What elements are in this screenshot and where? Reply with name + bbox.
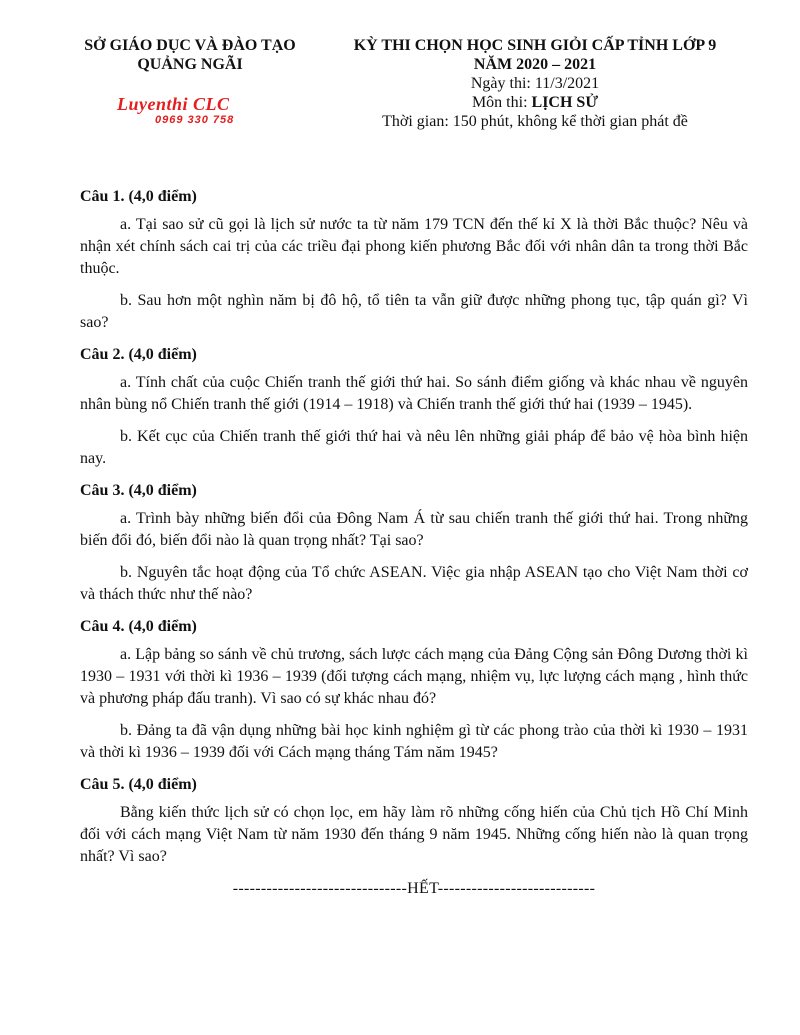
stamp-phone: 0969 330 758: [155, 114, 235, 126]
question-part: a. Trình bày những biến đổi của Đông Nam Á từ sau chiến tranh thế giới thứ hai. Trong những biến đổi đó, biến đổi nào là quan trọng nhất? Tại sao?: [80, 510, 748, 549]
question-part: a. Tính chất của cuộc Chiến tranh thế giới thứ hai. So sánh điểm giống và khác nhau về nguyên nhân bùng nổ Chiến tranh thế giới (1914 – 1918) và Chiến tranh thế giới thứ hai (1939 – 1945).: [80, 374, 748, 413]
question-part: b. Nguyên tắc hoạt động của Tổ chức ASEAN. Việc gia nhập ASEAN tạo cho Việt Nam thời cơ và thách thức như thế nào?: [80, 564, 748, 603]
questions-list: [80, 186, 748, 900]
issuing-authority: [60, 36, 320, 74]
province-name: QUẢNG NGÃI: [137, 56, 243, 73]
exam-year: NĂM 2020 – 2021: [473, 56, 597, 73]
question-title: Câu 4. (4,0 điểm): [80, 618, 197, 635]
end-marker: -------------------------------HẾT----------------------------: [232, 880, 596, 897]
question-title: Câu 5. (4,0 điểm): [80, 776, 197, 793]
question-part: a. Lập bảng so sánh về chủ trương, sách lược cách mạng của Đảng Cộng sản Đông Dương thời kì 1930 – 1931 với thời kì 1936 – 1939 (đối tượng cách mạng, nhiệm vụ, lực lượng cách mạng , hình thức và phương pháp đấu tranh). Vì sao có sự khác nhau đó?: [80, 646, 748, 707]
stamp-name: Luyenthi CLC: [117, 94, 230, 114]
question-5: [80, 774, 748, 868]
question-part: b. Kết cục của Chiến tranh thế giới thứ hai và nêu lên những giải pháp để bảo vệ hòa bình hiện nay.: [80, 428, 748, 467]
subject-label: Môn thi:: [471, 94, 532, 111]
question-title: Câu 3. (4,0 điểm): [80, 482, 197, 499]
question-part: b. Sau hơn một nghìn năm bị đô hộ, tổ tiên ta vẫn giữ được những phong tục, tập quán gì? Vì sao?: [80, 292, 748, 331]
question-title: Câu 1. (4,0 điểm): [80, 188, 197, 205]
watermark-stamp: [117, 95, 277, 127]
question-part: b. Đảng ta đã vận dụng những bài học kinh nghiệm gì từ các phong trào của thời kì 1930 – 1931 và thời kì 1936 – 1939 đối với Cách mạng tháng Tám năm 1945?: [80, 722, 748, 761]
question-2: [80, 344, 748, 470]
department-name: SỞ GIÁO DỤC VÀ ĐÀO TẠO: [84, 37, 296, 54]
exam-title: KỲ THI CHỌN HỌC SINH GIỎI CẤP TỈNH LỚP 9: [353, 37, 717, 54]
question-part: Bằng kiến thức lịch sử có chọn lọc, em hãy làm rõ những cống hiến của Chủ tịch Hồ Chí Minh đối với cách mạng Việt Nam từ năm 1930 đến tháng 9 năm 1945. Những cống hiến nào là quan trọng nhất? Vì sao?: [80, 804, 748, 865]
question-4: [80, 616, 748, 764]
exam-duration: Thời gian: 150 phút, không kể thời gian phát đề: [382, 113, 688, 130]
question-title: Câu 2. (4,0 điểm): [80, 346, 197, 363]
subject-name: LỊCH SỬ: [531, 94, 599, 111]
question-1: [80, 186, 748, 334]
question-part: a. Tại sao sử cũ gọi là lịch sử nước ta từ năm 179 TCN đến thế kỉ X là thời Bắc thuộc? Nêu và nhận xét chính sách cai trị của các triều đại phong kiến phương Bắc đối với nhân dân ta trong thời Bắc thuộc.: [80, 216, 748, 277]
exam-subject: [325, 93, 745, 112]
exam-date: Ngày thi: 11/3/2021: [470, 75, 600, 92]
exam-info: [325, 36, 745, 131]
question-3: [80, 480, 748, 606]
